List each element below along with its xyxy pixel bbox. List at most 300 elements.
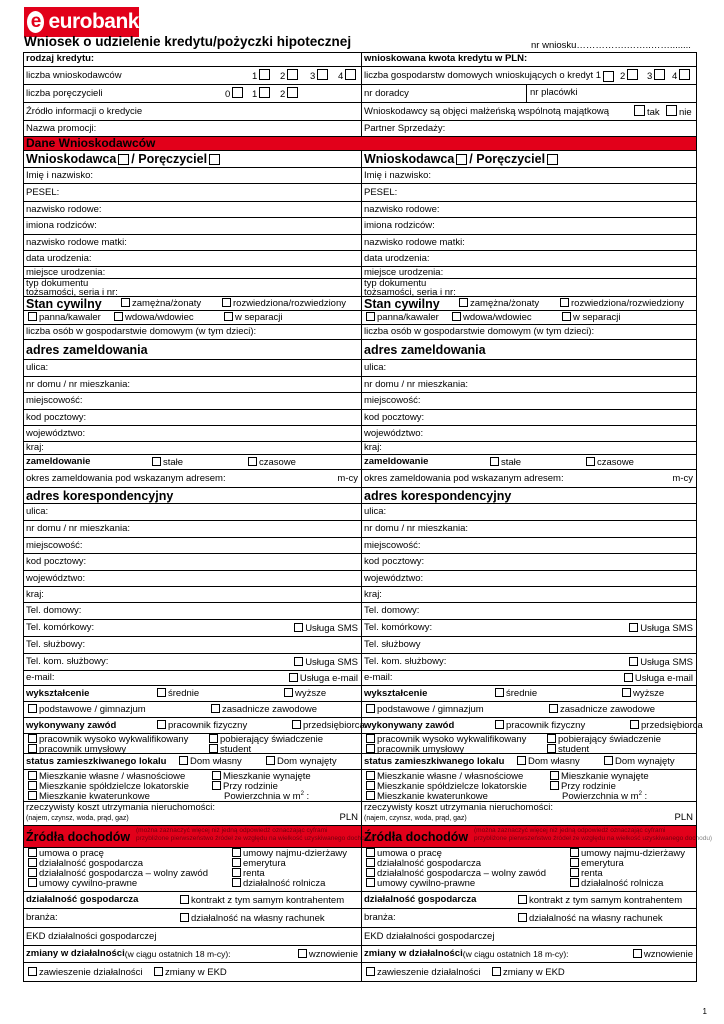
- checkbox[interactable]: [298, 949, 307, 958]
- area-field[interactable]: Powierzchnia w $m^2$ :: [224, 791, 310, 803]
- branch-number-field[interactable]: nr placówki: [526, 85, 578, 102]
- checkbox[interactable]: [366, 744, 375, 753]
- checkbox[interactable]: [634, 105, 645, 116]
- checkbox[interactable]: [633, 949, 642, 958]
- label: imiona rodziców:: [364, 220, 435, 232]
- label: (najem, czynsz, woda, prąd, gaz): [26, 815, 129, 822]
- opt-nie[interactable]: [664, 105, 692, 119]
- section-correspondence-address: [362, 488, 696, 503]
- checkbox[interactable]: [157, 688, 166, 697]
- checkbox[interactable]: [604, 756, 613, 765]
- checkbox[interactable]: [232, 848, 241, 857]
- province-field[interactable]: [362, 426, 696, 441]
- checkbox[interactable]: [366, 868, 375, 877]
- city-field[interactable]: [362, 538, 696, 553]
- opt-secondary[interactable]: [493, 688, 537, 700]
- label: PESEL:: [26, 186, 60, 198]
- form-row: [23, 909, 697, 928]
- loan-type-field[interactable]: rodzaj kredytu:: [24, 53, 362, 66]
- province-field[interactable]: [362, 571, 696, 586]
- form-row: [23, 442, 697, 455]
- checkbox[interactable]: [209, 734, 218, 743]
- ekd-field[interactable]: [24, 928, 362, 945]
- checkbox[interactable]: [179, 756, 188, 765]
- opt-married[interactable]: [119, 298, 201, 310]
- opt-own-house[interactable]: [515, 756, 580, 768]
- checkbox[interactable]: [550, 781, 559, 790]
- source-info-field[interactable]: Źródło informacji o kredycie: [24, 103, 362, 120]
- changes-note: (w ciągu ostatnich 18 m-cy):: [124, 948, 231, 959]
- form-row: [23, 184, 697, 202]
- income-sources-label: Źródła dochodów: [26, 829, 131, 844]
- form-row: [23, 121, 697, 137]
- email-service-option[interactable]: [622, 673, 693, 685]
- form-row: [23, 671, 697, 686]
- checkbox[interactable]: [222, 298, 231, 307]
- opt-1[interactable]: [252, 87, 272, 101]
- loan-amount-field[interactable]: wnioskowana kwota kredytu w PLN:: [364, 53, 528, 64]
- label: 4: [338, 71, 344, 83]
- checkbox[interactable]: [28, 704, 37, 713]
- form-row: [23, 151, 697, 168]
- checkbox[interactable]: [627, 69, 638, 80]
- mobile-phone-field[interactable]: [24, 620, 362, 636]
- house-number-field[interactable]: [24, 377, 362, 392]
- pesel-field[interactable]: [24, 184, 362, 201]
- city-field[interactable]: [24, 393, 362, 409]
- occupation: [362, 718, 703, 733]
- opt-single[interactable]: [26, 312, 101, 324]
- label: działalność gospodarcza – wolny zawód: [377, 868, 546, 879]
- sms-service-option[interactable]: [627, 657, 693, 669]
- province-field[interactable]: [24, 571, 362, 586]
- label: Usługa SMS: [305, 622, 358, 634]
- opt-separated[interactable]: [560, 312, 621, 324]
- opt-3[interactable]: [647, 69, 667, 83]
- name-field[interactable]: [24, 168, 362, 183]
- opt-2[interactable]: [280, 87, 300, 101]
- email-service-option[interactable]: [287, 673, 358, 685]
- email-field[interactable]: [362, 671, 696, 685]
- checkbox[interactable]: [570, 848, 579, 857]
- opt-vocational[interactable]: [547, 704, 655, 716]
- checkbox[interactable]: [28, 878, 37, 887]
- label: rzeczywisty koszt utrzymania nieruchomości:: [364, 802, 553, 813]
- checkbox[interactable]: [114, 312, 123, 321]
- label: Tel. komórkowy:: [364, 622, 433, 634]
- checkbox[interactable]: [495, 720, 504, 729]
- opt-secondary[interactable]: [155, 688, 199, 700]
- id-document-field[interactable]: [24, 279, 362, 296]
- checkbox[interactable]: [629, 657, 638, 666]
- housing-status-label: status zamieszkiwanego lokalu: [364, 755, 505, 767]
- label: liczba wnioskodawców: [26, 69, 122, 81]
- label: branża:: [364, 912, 396, 924]
- households-count: [362, 67, 696, 84]
- birth-date-field[interactable]: [362, 251, 696, 266]
- checkbox[interactable]: [570, 878, 579, 887]
- checkbox[interactable]: [211, 704, 220, 713]
- parents-names-field[interactable]: [24, 218, 362, 234]
- work-mobile-field[interactable]: [24, 654, 362, 670]
- checkbox[interactable]: [157, 720, 166, 729]
- home-phone-field[interactable]: [362, 603, 696, 619]
- opt-higher[interactable]: [282, 688, 326, 700]
- marital-status-2: [24, 311, 362, 324]
- checkbox[interactable]: [629, 623, 638, 632]
- opt-rented-house[interactable]: [264, 756, 337, 768]
- checkbox[interactable]: [586, 457, 595, 466]
- checkbox[interactable]: [366, 312, 375, 321]
- checkbox[interactable]: [547, 744, 556, 753]
- maintenance-cost-field[interactable]: [24, 802, 362, 825]
- opt-own-account[interactable]: [516, 913, 663, 925]
- country-field[interactable]: [362, 587, 696, 602]
- checkbox[interactable]: [232, 868, 241, 877]
- checkbox[interactable]: [560, 298, 569, 307]
- label: nr domu / nr mieszkania:: [364, 523, 469, 535]
- sms-service-option[interactable]: [292, 657, 358, 669]
- checkbox[interactable]: [121, 298, 130, 307]
- industry-field[interactable]: [24, 909, 362, 927]
- opt-same-contractor[interactable]: [178, 895, 344, 907]
- id-document-field[interactable]: [362, 279, 696, 296]
- application-number: nr wniosku…………….……..……........: [531, 40, 691, 51]
- maiden-name-field[interactable]: [24, 202, 362, 217]
- checkbox[interactable]: [492, 967, 501, 976]
- checkbox[interactable]: [547, 734, 556, 743]
- sms-service-option[interactable]: [627, 623, 693, 635]
- form-row: [23, 202, 697, 218]
- advisor-number-field[interactable]: nr doradcy: [364, 87, 409, 99]
- business-changes: [24, 946, 362, 962]
- country-field[interactable]: [24, 587, 362, 602]
- checkbox[interactable]: [345, 69, 356, 80]
- checkbox[interactable]: [366, 848, 375, 857]
- checkbox[interactable]: [28, 858, 37, 867]
- birth-place-field[interactable]: [362, 267, 696, 278]
- city-field[interactable]: [362, 393, 696, 409]
- opt-ekd-change[interactable]: [152, 967, 227, 979]
- checkbox[interactable]: [266, 756, 275, 765]
- label: nr domu / nr mieszkania:: [364, 378, 469, 390]
- form-row: [23, 603, 697, 620]
- opt-suspended[interactable]: [364, 967, 481, 979]
- checkbox[interactable]: [28, 781, 37, 790]
- checkbox[interactable]: [28, 791, 37, 800]
- checkbox[interactable]: [654, 69, 665, 80]
- sms-service-option[interactable]: [292, 623, 358, 635]
- postal-code-field[interactable]: [362, 410, 696, 425]
- label: nazwisko rodowe matki:: [364, 236, 465, 248]
- opt-divorced[interactable]: [558, 298, 684, 310]
- opt-4[interactable]: [672, 69, 692, 83]
- industry-field[interactable]: [362, 909, 696, 927]
- opt-divorced[interactable]: [220, 298, 346, 310]
- opt-manual[interactable]: [155, 720, 247, 732]
- maintenance-cost-field[interactable]: [362, 802, 696, 825]
- checkbox[interactable]: [366, 858, 375, 867]
- label: czasowe: [259, 456, 296, 468]
- opt-entrepreneur[interactable]: [628, 720, 703, 732]
- label: adres zameldowania: [364, 342, 486, 357]
- label: czasowe: [597, 456, 634, 468]
- checkbox[interactable]: [366, 771, 375, 780]
- checkbox[interactable]: [294, 623, 303, 632]
- checkbox[interactable]: [28, 868, 37, 877]
- checkbox[interactable]: [549, 704, 558, 713]
- checkbox[interactable]: [232, 878, 241, 887]
- opt-primary[interactable]: [364, 704, 484, 716]
- checkbox[interactable]: [517, 756, 526, 765]
- label: imiona rodziców:: [26, 220, 97, 232]
- label: kod pocztowy:: [26, 411, 87, 423]
- province-field[interactable]: [24, 426, 362, 441]
- label: Powierzchnia w m: [562, 791, 639, 803]
- business-label: działalność gospodarcza: [26, 894, 139, 906]
- checkbox[interactable]: [289, 673, 298, 682]
- home-phone-field[interactable]: [24, 603, 362, 619]
- household-size-field[interactable]: [24, 325, 362, 339]
- registration-period-field[interactable]: [24, 470, 362, 487]
- opt-resumed[interactable]: [631, 949, 693, 961]
- label: umowa o pracę: [39, 848, 104, 859]
- country-field[interactable]: [24, 442, 362, 454]
- checkbox[interactable]: [666, 105, 677, 116]
- checkbox[interactable]: [232, 87, 243, 98]
- label: przybliżone pierwszeństwo źródeł ze względu na wielkość uzyskiwanego dochodu): [474, 835, 713, 842]
- form-row: [23, 488, 697, 504]
- house-number-field[interactable]: [362, 521, 696, 537]
- label: wznowienie: [308, 948, 358, 960]
- label: kontrakt z tym samym kontrahentem: [191, 894, 345, 906]
- form-row: [23, 311, 697, 325]
- opt-suspended[interactable]: [26, 967, 143, 979]
- checkbox[interactable]: [366, 967, 375, 976]
- checkbox[interactable]: [180, 913, 189, 922]
- label: renta: [581, 868, 603, 879]
- label: rzeczywisty koszt utrzymania nieruchomości:: [26, 802, 215, 813]
- street-field[interactable]: [362, 360, 696, 376]
- checkbox[interactable]: [518, 913, 527, 922]
- label: pracownik wysoko wykwalifikowany: [377, 734, 527, 745]
- form-row: [23, 654, 697, 671]
- area-field[interactable]: Powierzchnia w $m^2$ :: [562, 791, 648, 803]
- label: adres korespondencyjny: [364, 488, 512, 503]
- opt-ekd-change[interactable]: [490, 967, 565, 979]
- partner-field[interactable]: Partner Sprzedaży:: [364, 122, 446, 134]
- opt-manual[interactable]: [493, 720, 585, 732]
- advisor-row: [362, 85, 696, 102]
- checkbox[interactable]: [366, 781, 375, 790]
- label: działalność rolnicza: [581, 878, 664, 889]
- opt-agriculture[interactable]: [568, 878, 663, 890]
- checkbox[interactable]: [209, 744, 218, 753]
- checkbox[interactable]: [28, 771, 37, 780]
- checkbox[interactable]: [366, 734, 375, 743]
- street-field[interactable]: [24, 360, 362, 376]
- checkbox[interactable]: [294, 657, 303, 666]
- label: Przy rodzinie: [223, 781, 278, 792]
- checkbox[interactable]: [259, 69, 270, 80]
- house-number-field[interactable]: [362, 377, 696, 392]
- house-number-field[interactable]: [24, 521, 362, 537]
- opt-agriculture[interactable]: [230, 878, 325, 890]
- checkbox[interactable]: [28, 848, 37, 857]
- checkbox[interactable]: [180, 895, 189, 904]
- registration-period-field[interactable]: [362, 470, 696, 487]
- opt-civil-contract[interactable]: [364, 878, 475, 890]
- label: w separacji: [235, 312, 283, 323]
- city-field[interactable]: [24, 538, 362, 553]
- street-field[interactable]: [24, 504, 362, 520]
- email-field[interactable]: [24, 671, 362, 685]
- opt-civil-contract[interactable]: [26, 878, 137, 890]
- checkbox[interactable]: [248, 457, 257, 466]
- checkbox[interactable]: [212, 781, 221, 790]
- ekd-field[interactable]: [362, 928, 696, 945]
- opt-vocational[interactable]: [209, 704, 317, 716]
- household-size-field[interactable]: [362, 325, 696, 339]
- promotion-field[interactable]: Nazwa promocji:: [24, 121, 362, 136]
- checkbox[interactable]: [495, 688, 504, 697]
- label: kod pocztowy:: [364, 411, 425, 423]
- opt-3[interactable]: [310, 69, 330, 83]
- checkbox[interactable]: [452, 312, 461, 321]
- street-field[interactable]: [362, 504, 696, 520]
- label: nazwisko rodowe:: [26, 203, 102, 215]
- checkbox[interactable]: [624, 673, 633, 682]
- checkbox[interactable]: [562, 312, 571, 321]
- maiden-name-field[interactable]: [362, 202, 696, 217]
- checkbox[interactable]: [292, 720, 301, 729]
- label: ulica:: [364, 506, 387, 518]
- checkbox[interactable]: [459, 298, 468, 307]
- label: pracownik umysłowy: [377, 744, 465, 755]
- opt-1[interactable]: [252, 69, 272, 83]
- opt-separated[interactable]: [222, 312, 283, 324]
- label: tożsamości, seria i nr:: [26, 287, 118, 298]
- checkbox[interactable]: [679, 69, 690, 80]
- opt-own-house[interactable]: [177, 756, 242, 768]
- checkbox[interactable]: [603, 71, 614, 82]
- form-row: [23, 340, 697, 360]
- country-field[interactable]: [362, 442, 696, 454]
- checkbox[interactable]: [28, 312, 37, 321]
- opt-2[interactable]: [620, 69, 640, 83]
- checkbox[interactable]: [317, 69, 328, 80]
- label: student: [558, 744, 590, 755]
- opt-widowed[interactable]: [112, 312, 194, 324]
- logo-e-icon: e: [27, 11, 44, 33]
- mother-maiden-name-field[interactable]: [24, 235, 362, 250]
- checkbox[interactable]: [28, 744, 37, 753]
- checkbox[interactable]: [518, 895, 527, 904]
- label: umowy cywilno-prawne: [377, 878, 476, 889]
- checkbox[interactable]: [28, 967, 37, 976]
- label: liczba osób w gospodarstwie domowym (w tym dzieci):: [364, 326, 595, 338]
- checkbox[interactable]: [287, 69, 298, 80]
- label: pobierający świadczenie: [558, 734, 661, 745]
- label: Mieszkanie wynajęte: [561, 771, 649, 782]
- label: Tel. służbowy:: [26, 639, 86, 651]
- work-phone-field[interactable]: [24, 637, 362, 653]
- label: 4: [672, 71, 678, 83]
- opt-2[interactable]: [280, 69, 300, 83]
- postal-code-field[interactable]: [24, 554, 362, 570]
- business-row: [24, 892, 362, 908]
- opt-same-contractor[interactable]: [516, 895, 682, 907]
- parents-names-field[interactable]: [362, 218, 696, 234]
- checkbox[interactable]: [622, 688, 631, 697]
- opt-permanent[interactable]: [488, 457, 521, 469]
- checkbox[interactable]: [259, 87, 270, 98]
- checkbox[interactable]: [550, 771, 559, 780]
- checkbox[interactable]: [570, 858, 579, 867]
- checkbox[interactable]: [287, 87, 298, 98]
- opt-higher[interactable]: [620, 688, 664, 700]
- opt-widowed[interactable]: [450, 312, 532, 324]
- birth-place-field[interactable]: [24, 267, 362, 278]
- checkbox[interactable]: [284, 688, 293, 697]
- checkbox[interactable]: [212, 771, 221, 780]
- opt-tak[interactable]: [632, 105, 660, 119]
- work-mobile-field[interactable]: [362, 654, 696, 670]
- checkbox[interactable]: [366, 704, 375, 713]
- checkbox[interactable]: [366, 878, 375, 887]
- checkbox[interactable]: [456, 154, 467, 165]
- mobile-phone-field[interactable]: [362, 620, 696, 636]
- birth-date-field[interactable]: [24, 251, 362, 266]
- opt-0[interactable]: [225, 87, 245, 101]
- opt-entrepreneur[interactable]: [290, 720, 365, 732]
- opt-4[interactable]: [338, 69, 358, 83]
- opt-rented-house[interactable]: [602, 756, 675, 768]
- checkbox[interactable]: [570, 868, 579, 877]
- opt-single[interactable]: [364, 312, 439, 324]
- label: ulica:: [26, 362, 49, 374]
- opt-temporary[interactable]: [246, 457, 296, 469]
- opt-resumed[interactable]: [296, 949, 358, 961]
- opt-temporary[interactable]: [584, 457, 634, 469]
- checkbox[interactable]: [28, 734, 37, 743]
- checkbox[interactable]: [152, 457, 161, 466]
- checkbox[interactable]: [490, 457, 499, 466]
- label: panna/kawaler: [377, 312, 439, 323]
- opt-primary[interactable]: [26, 704, 146, 716]
- mother-maiden-name-field[interactable]: [362, 235, 696, 250]
- checkbox[interactable]: [547, 154, 558, 165]
- checkbox[interactable]: [366, 791, 375, 800]
- checkbox[interactable]: [224, 312, 233, 321]
- work-phone-field[interactable]: [362, 637, 696, 653]
- label: pracownik wysoko wykwalifikowany: [39, 734, 189, 745]
- pesel-field[interactable]: [362, 184, 696, 201]
- checkbox[interactable]: [118, 154, 129, 165]
- postal-code-field[interactable]: [362, 554, 696, 570]
- checkbox[interactable]: [630, 720, 639, 729]
- checkbox[interactable]: [232, 858, 241, 867]
- name-field[interactable]: [362, 168, 696, 183]
- postal-code-field[interactable]: [24, 410, 362, 425]
- checkbox[interactable]: [209, 154, 220, 165]
- checkbox[interactable]: [154, 967, 163, 976]
- opt-married[interactable]: [457, 298, 539, 310]
- form-row: [23, 718, 703, 734]
- opt-permanent[interactable]: [150, 457, 183, 469]
- guarantors-count: [24, 85, 362, 102]
- opt-own-account[interactable]: [178, 913, 325, 925]
